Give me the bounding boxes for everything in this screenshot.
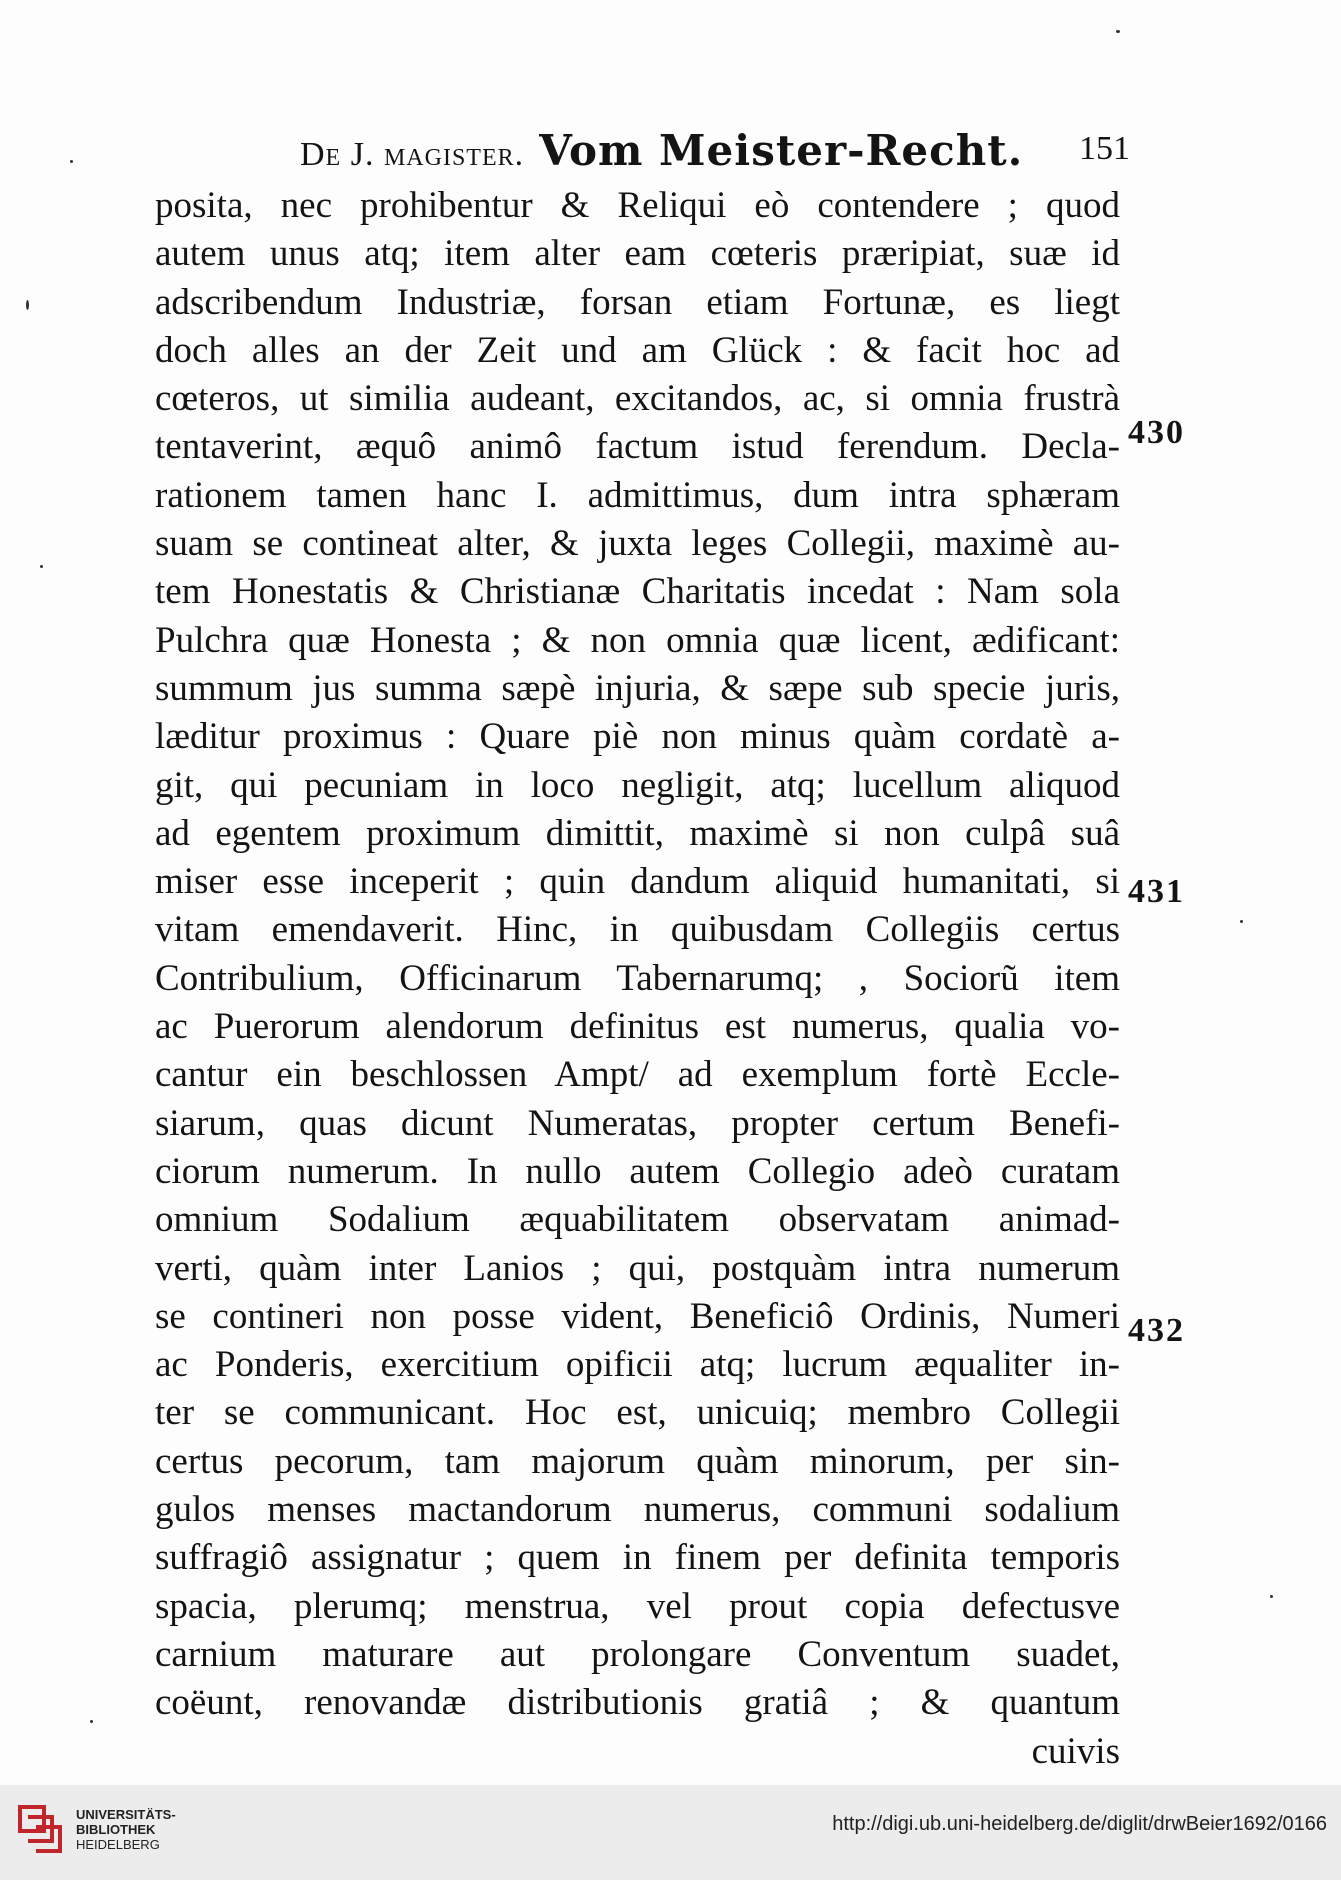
- text-line: summum jus summa sæpè injuria, & sæpe sub specie juris,: [155, 667, 1120, 709]
- scan-speck: [90, 1720, 93, 1723]
- text-line: omnium Sodalium æquabilitatem observatam animad-: [155, 1199, 1120, 1241]
- catchword: cuivis: [1031, 1730, 1120, 1772]
- scan-speck: [26, 300, 29, 310]
- header-left-title: De J. magister.: [300, 136, 525, 173]
- text-line: autem unus atq; item alter eam cœteris præripiat, suæ id: [155, 233, 1120, 275]
- viewer-footer: [0, 1785, 1341, 1880]
- page-number: 151: [1079, 130, 1130, 167]
- scan-speck: [1240, 920, 1243, 923]
- text-line: vitam emendaverit. Hinc, in quibusdam Collegiis certus: [155, 909, 1120, 951]
- text-line: verti, quàm inter Lanios ; qui, postquàm intra numerum: [155, 1247, 1120, 1289]
- text-line: Contribulium, Officinarum Tabernarumq; , Sociorũ item: [155, 957, 1120, 999]
- library-name[interactable]: [76, 1807, 176, 1852]
- text-line: se contineri non posse vident, Beneficiô Ordinis, Numeri: [155, 1295, 1120, 1337]
- scan-speck: [40, 565, 43, 568]
- text-line: rationem tamen hanc I. admittimus, dum intra sphæram: [155, 474, 1120, 516]
- scan-speck: [70, 160, 73, 163]
- text-line: miser esse inceperit ; quin dandum aliquid humanitati, si: [155, 861, 1120, 903]
- library-name-line: BIBLIOTHEK: [76, 1822, 156, 1837]
- library-name-line: HEIDELBERG: [76, 1837, 160, 1852]
- body-text: [155, 182, 1120, 1776]
- text-line: ciorum numerum. In nullo autem Collegio adeò curatam: [155, 1150, 1120, 1192]
- scan-speck: [1116, 30, 1120, 33]
- text-line: ac Ponderis, exercitium opificii atq; lucrum æqualiter in-: [155, 1344, 1120, 1386]
- text-line: ac Puerorum alendorum definitus est numerus, qualia vo-: [155, 1006, 1120, 1048]
- scan-speck: [1270, 1595, 1273, 1598]
- text-line: suffragiô assignatur ; quem in finem per definita temporis: [155, 1537, 1120, 1579]
- text-line: spacia, plerumq; menstrua, vel prout copia defectusve: [155, 1585, 1120, 1627]
- text-line: gulos menses mactandorum numerus, communi sodalium: [155, 1489, 1120, 1531]
- text-line: coëunt, renovandæ distributionis gratiâ ; & quantum: [155, 1682, 1120, 1724]
- text-line: certus pecorum, tam majorum quàm minorum, per sin-: [155, 1440, 1120, 1482]
- text-line: posita, nec prohibentur & Reliqui eò contendere ; quod: [155, 185, 1120, 226]
- margin-note-432: 432: [1128, 1312, 1185, 1349]
- text-line: tem Honestatis & Christianæ Charitatis incedat : Nam sola: [155, 571, 1120, 613]
- margin-note-430: 430: [1128, 414, 1185, 451]
- text-line: ad egentem proximum dimittit, maximè si non culpâ suâ: [155, 812, 1120, 854]
- text-line: læditur proximus : Quare piè non minus quàm cordatè a-: [155, 716, 1120, 758]
- permalink-url[interactable]: http://digi.ub.uni-heidelberg.de/diglit/drwBeier1692/0166: [832, 1813, 1327, 1835]
- text-line: suam se contineat alter, & juxta leges Collegii, maximè au-: [155, 523, 1120, 565]
- text-line: cantur ein beschlossen Ampt/ ad exemplum fortè Eccle-: [155, 1054, 1120, 1096]
- text-line: git, qui pecuniam in loco negligit, atq; lucellum aliquod: [155, 764, 1120, 806]
- text-line: Pulchra quæ Honesta ; & non omnia quæ licent, ædificant:: [155, 619, 1120, 661]
- text-line: cœteros, ut similia audeant, excitandos, ac, si omnia frustrà: [155, 378, 1120, 420]
- text-line: tentaverint, æquô animô factum istud ferendum. Decla-: [155, 426, 1120, 468]
- header-blackletter-title: Vom Meister-Recht.: [539, 126, 1024, 175]
- margin-note-431: 431: [1128, 873, 1185, 910]
- library-logo-icon[interactable]: [14, 1799, 74, 1859]
- library-name-line: UNIVERSITÄTS-: [76, 1807, 176, 1822]
- running-header: [300, 126, 1130, 175]
- text-line: doch alles an der Zeit und am Glück : & facit hoc ad: [155, 329, 1120, 371]
- text-line: carnium maturare aut prolongare Conventum suadet,: [155, 1633, 1120, 1675]
- text-line: siarum, quas dicunt Numeratas, propter certum Benefi-: [155, 1102, 1120, 1144]
- text-line: ter se communicant. Hoc est, unicuiq; membro Collegii: [155, 1392, 1120, 1434]
- text-line: adscribendum Industriæ, forsan etiam Fortunæ, es liegt: [155, 281, 1120, 323]
